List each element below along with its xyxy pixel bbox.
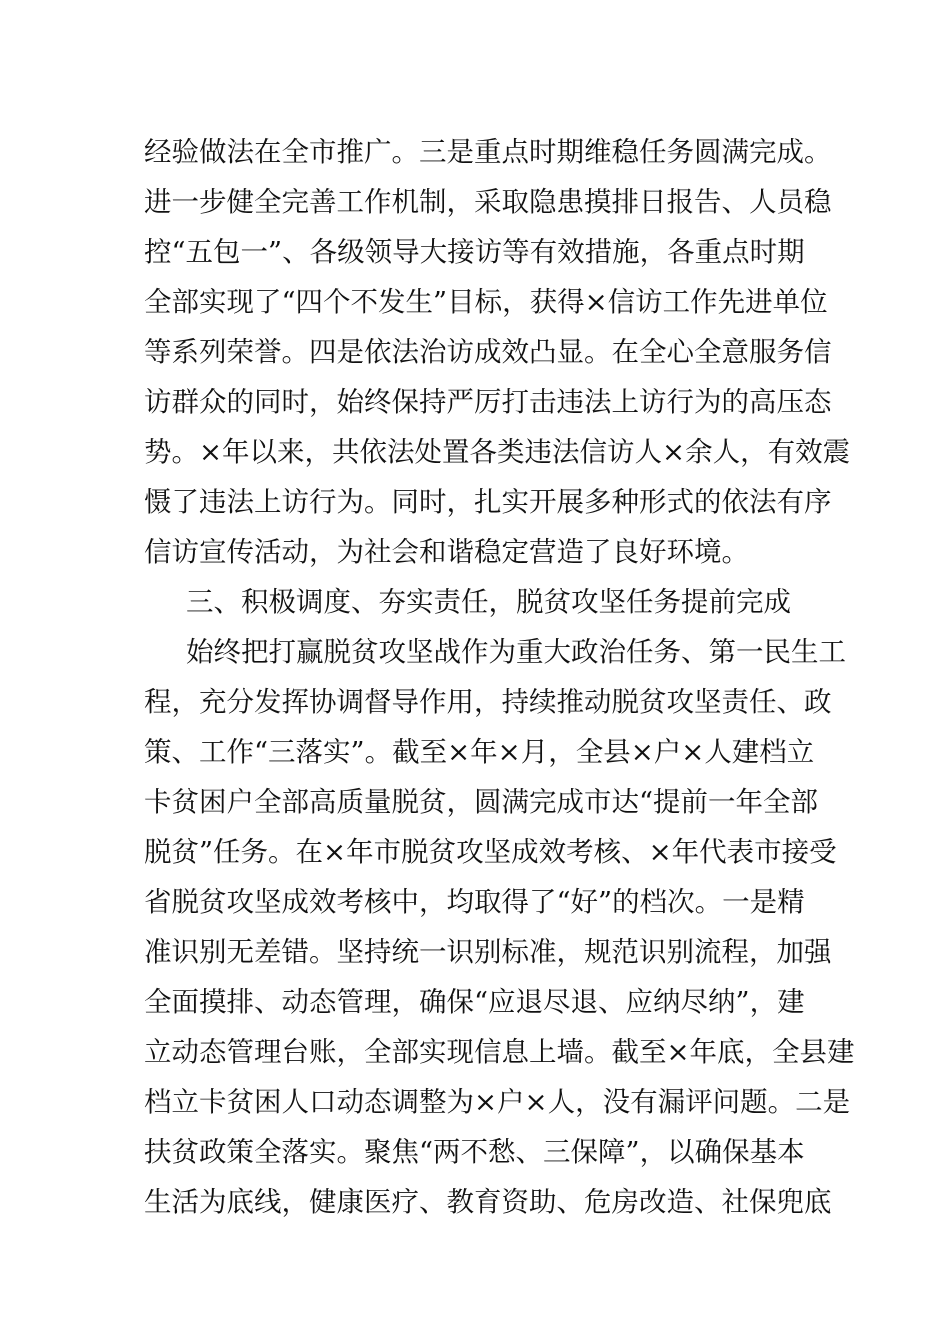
text-line-11: 始终把打赢脱贫攻坚战作为重大政治任务、第一民生工 [186,636,846,668]
text-line-3: 控“五包一”、各级领导大接访等有效措施，各重点时期 [144,236,805,268]
text-line-16: 省脱贫攻坚成效考核中，均取得了“好”的档次。一是精 [144,886,805,918]
text-line-5: 等系列荣誉。四是依法治访成效凸显。在全心全意服务信 [144,336,832,368]
text-line-20: 档立卡贫困人口动态调整为×户×人，没有漏评问题。二是 [144,1086,851,1118]
text-line-13: 策、工作“三落实”。截至×年×月，全县×户×人建档立 [144,736,815,768]
text-line-12: 程，充分发挥协调督导作用，持续推动脱贫攻坚责任、政 [144,686,832,718]
text-line-8: 慑了违法上访行为。同时，扎实开展多种形式的依法有序 [144,486,832,518]
text-line-6: 访群众的同时，始终保持严厉打击违法上访行为的高压态 [144,386,832,418]
text-line-14: 卡贫困户全部高质量脱贫，圆满完成市达“提前一年全部 [144,786,819,818]
section-heading: 三、积极调度、夯实责任，脱贫攻坚任务提前完成 [186,586,791,618]
text-line-1: 经验做法在全市推广。三是重点时期维稳任务圆满完成。 [144,136,832,168]
text-line-19: 立动态管理台账，全部实现信息上墙。截至×年底，全县建 [144,1036,855,1068]
text-line-21: 扶贫政策全落实。聚焦“两不愁、三保障”，以确保基本 [144,1136,805,1168]
text-line-15: 脱贫”任务。在×年市脱贫攻坚成效考核、×年代表市接受 [144,836,837,868]
text-line-4: 全部实现了“四个不发生”目标，获得×信访工作先进单位 [144,286,828,318]
text-line-2: 进一步健全完善工作机制，采取隐患摸排日报告、人员稳 [144,186,832,218]
text-line-18: 全面摸排、动态管理，确保“应退尽退、应纳尽纳”，建 [144,986,805,1018]
text-line-9: 信访宣传活动，为社会和谐稳定营造了良好环境。 [144,536,749,568]
text-line-22: 生活为底线，健康医疗、教育资助、危房改造、社保兜底 [144,1186,832,1218]
text-line-7: 势。×年以来，共依法处置各类违法信访人×余人，有效震 [144,436,851,468]
text-line-17: 准识别无差错。坚持统一识别标准，规范识别流程，加强 [144,936,832,968]
